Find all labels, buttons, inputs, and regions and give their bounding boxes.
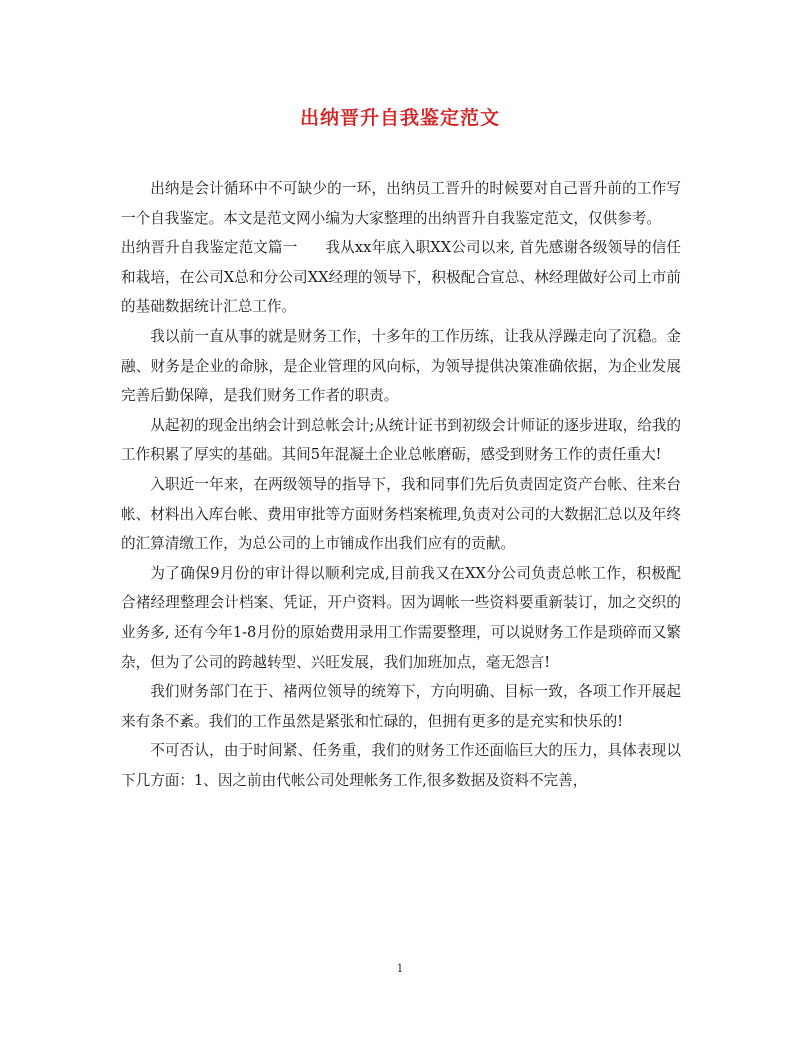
body-paragraph: 我们财务部门在于、褚两位领导的统筹下，方向明确、目标一致，各项工作开展起来有条不紊。我们的工作虽然是紧张和忙碌的，但拥有更多的是充实和快乐的! bbox=[121, 683, 681, 730]
document-title: 出纳晋升自我鉴定范文 bbox=[299, 107, 500, 129]
body-paragraph: 不可否认，由于时间紧、任务重，我们的财务工作还面临巨大的压力，具体表现以下几方面：1、因之前由代帐公司处理帐务工作,很多数据及资料不完善， bbox=[121, 742, 681, 789]
intro-paragraph: 出纳是会计循环中不可缺少的一环，出纳员工晋升的时候要对自己晋升前的工作写一个自我鉴定。本文是范文网小编为大家整理的出纳晋升自我鉴定范文，仅供参考。 bbox=[121, 180, 681, 227]
body-paragraph: 为了确保9月份的审计得以顺利完成,目前我又在XX分公司负责总帐工作，积极配合褚经理整理会计档案、凭证，开户资料。因为调帐一些资料要重新装订，加之交织的业务多, 还有今年1-8月份的原始费用录用工作需要整理，可以说财务工作是琐碎而又繁杂，但为了公司的跨越转型、兴旺发展，我们加班加点，毫无怨言! bbox=[121, 564, 681, 671]
section-first-text: 我从xx年底入职XX公司以来, 首先感谢各级领导的信任和栽培，在公司X总和分公司XX经理的领导下，积极配合宣总、林经理做好公司上市前的基础数据统计汇总工作。 bbox=[121, 239, 681, 316]
section-paragraph bbox=[121, 233, 681, 322]
body-paragraph: 入职近一年来，在两级领导的指导下，我和同事们先后负责固定资产台帐、往来台帐、材料出入库台帐、费用审批等方面财务档案梳理,负责对公司的大数据汇总以及年终的汇算清缴工作，为总公司的上市铺成作出我们应有的贡献。 bbox=[121, 475, 681, 553]
document-body bbox=[121, 174, 681, 795]
page-number: 1 bbox=[396, 962, 404, 975]
body-paragraph: 我以前一直从事的就是财务工作，十多年的工作历练，让我从浮躁走向了沉稳。金融、财务是企业的命脉，是企业管理的风向标，为领导提供决策准确依据，为企业发展完善后勤保障，是我们财务工作者的职责。 bbox=[121, 327, 681, 405]
section-heading: 出纳晋升自我鉴定范文篇一 bbox=[121, 239, 298, 257]
body-paragraph: 从起初的现金出纳会计到总帐会计;从统计证书到初级会计师证的逐步进取，给我的工作积累了厚实的基础。其间5年混凝土企业总帐磨砺，感受到财务工作的责任重大! bbox=[121, 416, 681, 464]
